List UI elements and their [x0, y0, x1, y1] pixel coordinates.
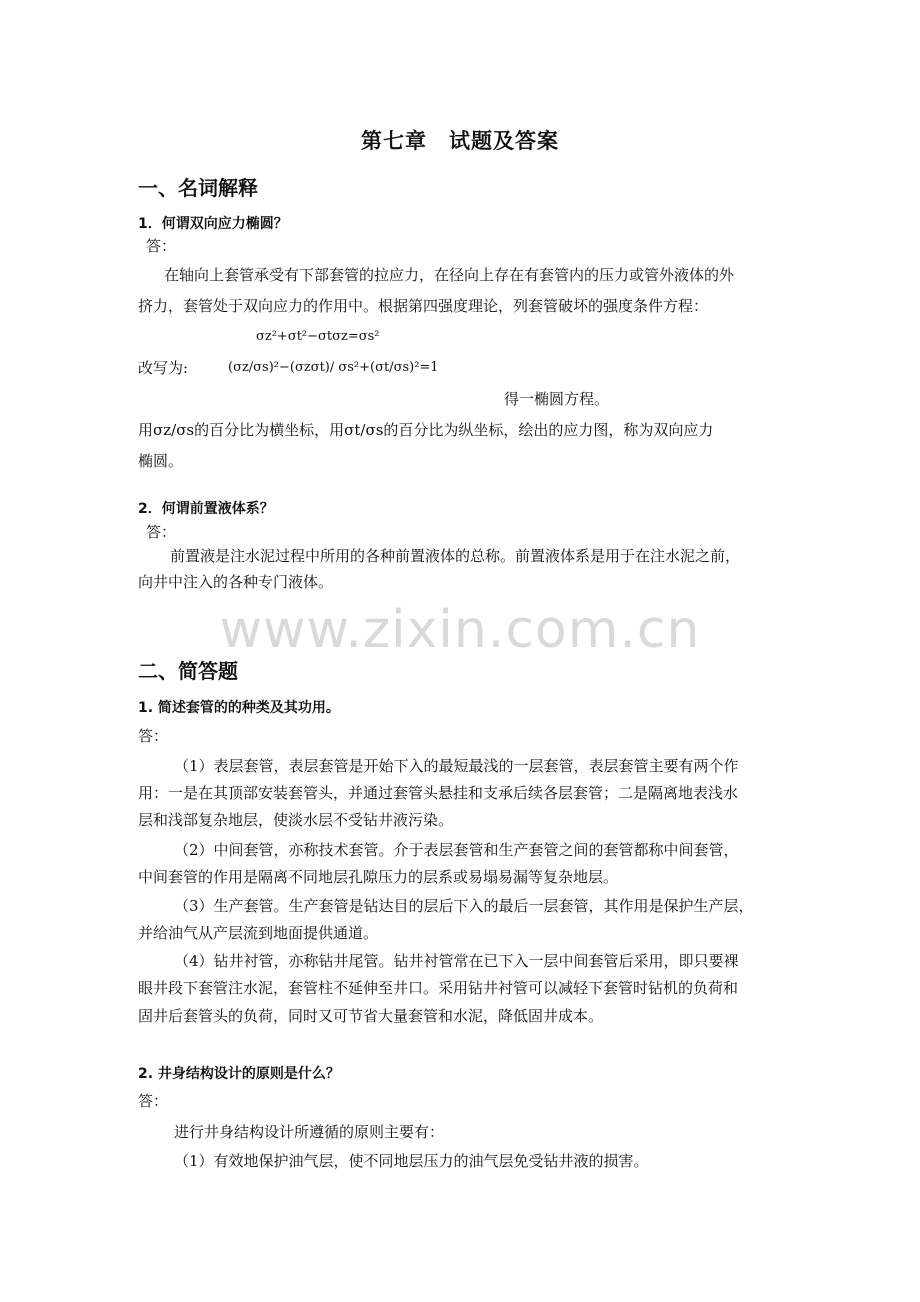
paragraph-line: 中间套管的作用是隔离不同地层孔隙压力的层系或易塌易漏等复杂地层。 [138, 868, 619, 886]
paragraph-line: 椭圆。 [138, 452, 184, 470]
answer-label: 答： [138, 1092, 169, 1110]
paragraph-line: 眼井段下套管注水泥，套管柱不延伸至井口。采用钻井衬管可以减轻下套管时钻机的负荷和 [138, 979, 739, 997]
paragraph-line: 挤力，套管处于双向应力的作用中。根据第四强度理论，列套管破坏的强度条件方程： [138, 297, 709, 315]
paragraph-line: 用：一是在其顶部安装套管头，并通过套管头悬挂和支承后续各层套管；二是隔离地表浅水 [138, 784, 739, 802]
paragraph-line: 在轴向上套管承受有下部套管的拉应力，在径向上存在有套管内的压力或管外液体的外 [164, 266, 735, 284]
paragraph-line: 向井中注入的各种专门液体。 [138, 573, 334, 591]
answer-label: 答： [146, 237, 177, 255]
watermark: www.zixin.com.cn [219, 600, 701, 660]
paragraph-line: （3）生产套管。生产套管是钻达目的层后下入的最后一层套管，其作用是保护生产层， [174, 897, 754, 915]
chapter-title: 第七章 试题及答案 [361, 129, 559, 153]
paragraph-line: （4）钻井衬管，亦称钻井尾管。钻井衬管常在已下入一层中间套管后采用，即只要裸 [174, 952, 739, 970]
question-2-2: 2. 井身结构设计的原则是什么？ [138, 1066, 340, 1082]
paragraph-line: 层和浅部复杂地层，使淡水层不受钻井液污染。 [138, 811, 454, 829]
question-2-1: 1. 简述套管的的种类及其功用。 [138, 700, 340, 716]
section-heading-terms: 一、名词解释 [138, 176, 258, 200]
section-heading-short-answer: 二、简答题 [138, 659, 238, 683]
ellipse-note: 得一椭圆方程。 [504, 390, 610, 408]
question-1-2: 2．何谓前置液体系？ [138, 501, 274, 517]
paragraph-line: 用σz/σs的百分比为横坐标，用σt/σs的百分比为纵坐标，绘出的应力图，称为双向应力 [138, 421, 714, 439]
answer-label: 答： [146, 523, 177, 541]
paragraph-line: 并给油气从产层流到地面提供通道。 [138, 924, 379, 942]
question-1-1: 1．何谓双向应力椭圆？ [138, 216, 288, 232]
equation-strength [256, 327, 906, 347]
paragraph-line: （2）中间套管，亦称技术套管。介于表层套管和生产套管之间的套管都称中间套管， [174, 841, 739, 859]
paragraph-line: 固井后套管头的负荷，同时又可节省大量套管和水泥，降低固井成本。 [138, 1007, 604, 1025]
paragraph-line: （1）有效地保护油气层，使不同地层压力的油气层免受钻井液的损害。 [174, 1152, 649, 1170]
equation-text: σz²+σt²−σtσz=σs² [256, 329, 380, 344]
paragraph-line: 进行井身结构设计所遵循的原则主要有： [174, 1123, 445, 1141]
paragraph-line: （1）表层套管，表层套管是开始下入的最短最浅的一层套管，表层套管主要有两个作 [174, 757, 739, 775]
paragraph-line: 前置液是注水泥过程中所用的各种前置液体的总称。前置液体系是用于在注水泥之前， [170, 547, 741, 565]
equation-ellipse: (σz/σs)²−(σzσt)/ σs²+(σt/σs)²=1 [228, 360, 439, 375]
answer-label: 答： [138, 727, 169, 745]
rewrite-label: 改写为: [138, 359, 189, 377]
